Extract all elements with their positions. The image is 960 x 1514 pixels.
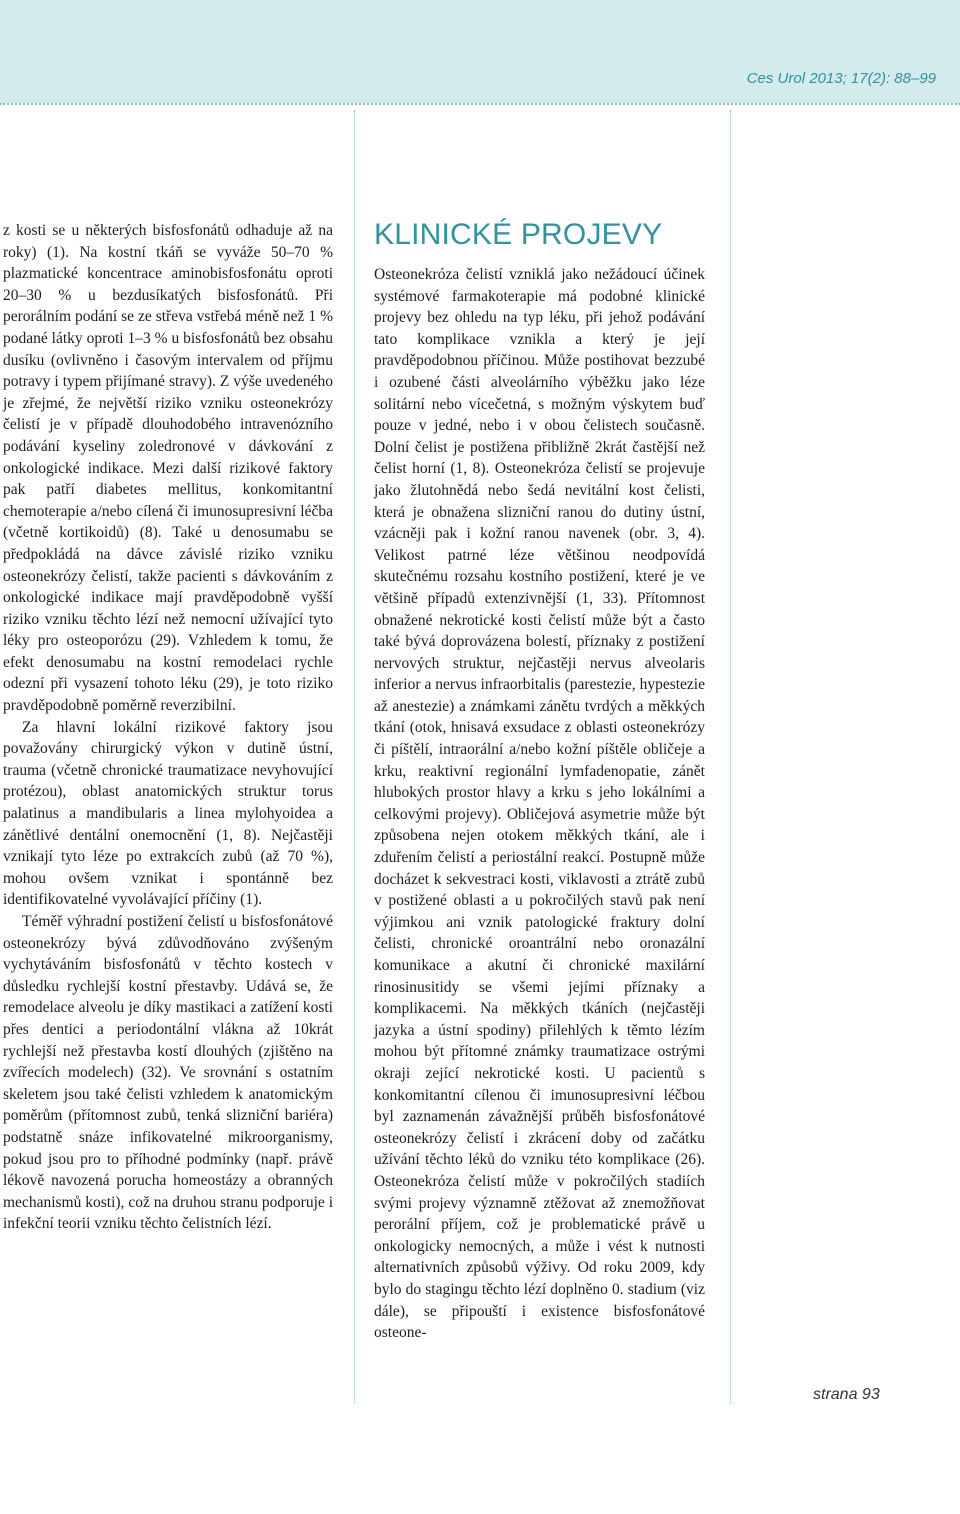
header-divider	[0, 103, 960, 105]
section-heading: KLINICKÉ PROJEVY	[374, 218, 663, 251]
header-band	[0, 0, 960, 103]
body-paragraph: Za hlavní lokální rizikové faktory jsou považovány chirurgický výkon v dutině ústní, trauma (včetně chronické traumatizace nevyhovující protézou), oblast anatomických struktur torus palatinus a mandibularis a linea mylohyoidea a zánětlivé dentální onemocnění (1, 8). Nejčastěji vznikají tyto léze po extrakcích zubů (až 70 %), mohou ovšem vznikat i spontánně bez identifikovatelné vyvolávající příčiny (1).	[3, 718, 333, 909]
body-paragraph: z kosti se u některých bisfosfonátů odhaduje až na roky) (1). Na kostní tkáň se vyváže 50–70 % plazmatické koncentrace aminobisfosfonátu oproti 20–30 % u bezdusíkatých bisfosfonátů. Při perorálním podání se ze střeva vstřebá méně než 1 % podané látky oproti 1–3 % u bisfosfonátů bez obsahu dusíku (ovlivněno i časovým intervalem od příjmu potravy i typem přijímané stravy). Z výše uvedeného je zřejmé, že největší riziko vzniku osteonekrózy čelistí je v případě dlouhodobého intravenózního podávání kyseliny zoledronové v dávkování z onkologické indikace. Mezi další rizikové faktory pak patří diabetes mellitus, konkomitantní chemoterapie a/nebo cílená či imunosupresivní léčba (včetně kortikoidů) (8). Také u denosumabu se předpokládá na dávce závislé riziko vzniku osteonekrózy čelistí, takže pacienti s dávkováním z onkologické indikace mají pravděpodobně vyšší riziko vzniku těchto lézí než nemocní užívající tyto léky pro osteoporózu (29). Vzhledem k tomu, že efekt denosumabu na kostní remodelaci rychle odezní při vysazení tohoto léku (29), je toto riziko pravděpodobně poměrně reverzibilní.	[3, 222, 333, 715]
page-number: strana 93	[813, 1386, 880, 1403]
body-paragraph: Téměř výhradní postižení čelistí u bisfosfonátové osteonekrózy bývá zdůvodňováno zvýšeným vychytáváním bisfosfonátů v těchto kostech v důsledku rychlejší kostní přestavby. Udává se, že remodelace alveolu je díky mastikaci a zatížení kosti přes dentici a periodontální vlákna až 10krát rychlejší než přestavba kostí dlouhých (zjištěno na zvířecích modelech) (32). Ve srovnání s ostatním skeletem jsou také čelisti vzhledem k anatomickým poměrům (přítomnost zubů, tenká slizniční bariéra) podstatně snáze infikovatelné mikroorganismy, pokud jsou pro to příhodné podmínky (např. právě lékově navozená porucha homeostázy a obranných mechanismů kosti), což na druhou stranu podporuje i infekční teorii vzniku těchto čelistních lézí.	[3, 913, 333, 1233]
margin-divider	[730, 110, 731, 1404]
column-divider	[354, 110, 355, 1404]
left-text-column	[3, 220, 333, 1235]
body-paragraph: Osteonekróza čelistí vzniklá jako nežádoucí účinek systémové farmakoterapie má podobné klinické projevy bez ohledu na typ léku, při jehož podávání tato komplikace vznikla a který je její pravděpodobnou příčinou. Může postihovat bezzubé i ozubené části alveolárního výběžku jako léze solitární nebo vícečetná, s možným výskytem buď pouze v jedné, nebo i v obou čelistech současně. Dolní čelist je postižena přibližně 2krát častější než čelist horní (1, 8). Osteonekróza čelistí se projevuje jako žlutohnědá nebo šedá nevitální kost čelisti, která je obnažena slizniční ranou do dutiny ústní, vzácněji pak i kožní ranou navenek (obr. 3, 4). Velikost patrné léze většinou neodpovídá skutečnému rozsahu kostního postižení, které je ve většině případů extenzivnější (1, 33). Přítomnost obnažené nekrotické kosti čelistí může být a často také bývá doprovázena bolestí, příznaky z postižení nervových struktur, nejčastěji nervus alveolaris inferior a nervus infraorbitalis (parestezie, hypestezie až anestezie) a známkami zánětu tvrdých a měkkých tkání (otok, hnisavá exsudace z oblasti osteonekrózy či píštělí, intraorální a/nebo kožní píštěle obličeje a krku, reaktivní regionální lymfadenopatie, zánět hlubokých prostor hlavy a krku s jeho lokálními a celkovými projevy). Obličejová asymetrie může být způsobena nejen otokem měkkých tkání, ale i zduřením čelistí a periostální reakcí. Postupně může docházet k sekvestraci kosti, viklavosti a ztrátě zubů v postižené oblasti a u pokročilých stavů pak není výjimkou ani vznik patologické fraktury dolní čelisti, chronické oroantrální nebo oronazální komunikace a akutní či chronické maxilární rinosinusitidy se všemi jejími příznaky a komplikacemi. Na měkkých tkáních (nejčastěji jazyka a ústní spodiny) přilehlých k těmto lézím mohou být přítomné známky traumatizace ostrými okraji zející nekrotické kosti. U pacientů s konkomitantní cílenou či imunosupresivní léčbou byl zaznamenán závažnější průběh bisfosfonátové osteonekrózy čelistí i zkrácení doby od začátku užívání těchto léků do vzniku této komplikace (26). Osteonekróza čelistí může v pokročilých stadiích svými projevy významně ztěžovat až znemožňovat perorální příjem, což je problematické právě u onkologicky nemocných, a může i vést k nutnosti alternativních způsobů výživy. Od roku 2009, kdy bylo do stagingu těchto lézí doplněno 0. stadium (viz dále), se připouští i existence bisfosfonátové osteone-	[374, 266, 705, 1342]
journal-reference: Ces Urol 2013; 17(2): 88–99	[746, 70, 936, 87]
right-text-column	[374, 264, 705, 1344]
